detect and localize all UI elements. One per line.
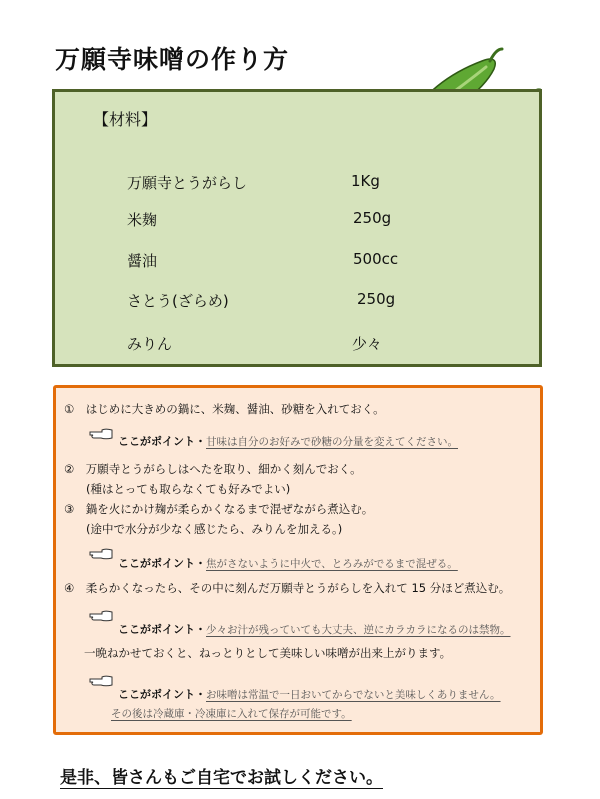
ingredient-name: 醤油 [127, 252, 158, 270]
closing-message: 是非、皆さんもご自宅でお試しください。 [60, 768, 383, 788]
materials-box [52, 89, 542, 367]
tip-text: 甘味は自分のお好みで砂糖の分量を変えてください。 [206, 436, 458, 448]
tip-text: お味噌は常温で一日おいてからでないと美味しくありません。 [206, 689, 501, 701]
step-3-note: (途中で水分が少なく感じたら、みりんを加える。) [86, 522, 343, 536]
step-2-note: (種はとっても取らなくても好みでよい) [86, 482, 291, 496]
page-title: 万願寺味噌の作り方 [55, 45, 290, 74]
step-4: ④ 柔らかくなったら、その中に刻んだ万願寺とうがらしを入れて 15 分ほど煮込む。 [64, 581, 511, 595]
tip-text: 焦がさないように中火で、とろみがでるまで混ぜる。 [206, 558, 458, 570]
ingredient-qty: 250g [357, 290, 396, 308]
pointing-hand-icon [88, 546, 114, 562]
pointing-hand-icon [88, 608, 114, 624]
ingredient-name: みりん [127, 335, 173, 353]
tip-label: ここがポイント・ [118, 688, 206, 701]
step-3: ③ 鍋を火にかけ麹が柔らかくなるまで混ぜながら煮込む。 [64, 502, 374, 516]
tip-4 [118, 686, 501, 702]
step-2: ② 万願寺とうがらしはへたを取り、細かく刻んでおく。 [64, 462, 362, 476]
ingredient-name: 米麹 [127, 211, 158, 229]
pointing-hand-icon [88, 673, 114, 689]
pointing-hand-icon [88, 426, 114, 442]
tip-label: ここがポイント・ [118, 435, 206, 448]
ingredient-name: さとう(ざらめ) [127, 292, 229, 310]
ingredient-qty: 250g [353, 209, 392, 227]
tip-text: 少々お汁が残っていても大丈夫、逆にカラカラになるのは禁物。 [206, 624, 511, 636]
tip-label: ここがポイント・ [118, 557, 206, 570]
tip-text: その後は冷蔵庫・冷凍庫に入れて保存が可能です。 [111, 708, 352, 720]
materials-heading: 【材料】 [93, 110, 158, 129]
step-4-note: 一晩ねかせておくと、ねっとりとして美味しい味噌が出来上がります。 [84, 646, 452, 660]
tip-2 [118, 555, 458, 571]
tip-1 [118, 433, 458, 449]
step-1: ① はじめに大きめの鍋に、米麹、醤油、砂糖を入れておく。 [64, 402, 385, 416]
ingredient-name: 万願寺とうがらし [127, 174, 248, 192]
tip-label: ここがポイント・ [118, 623, 206, 636]
ingredient-qty: 1Kg [351, 172, 380, 190]
tip-3 [118, 621, 511, 637]
ingredient-qty: 少々 [352, 335, 383, 353]
tip-4-continued [111, 706, 352, 721]
steps-box [53, 385, 543, 735]
ingredient-qty: 500cc [353, 250, 399, 268]
